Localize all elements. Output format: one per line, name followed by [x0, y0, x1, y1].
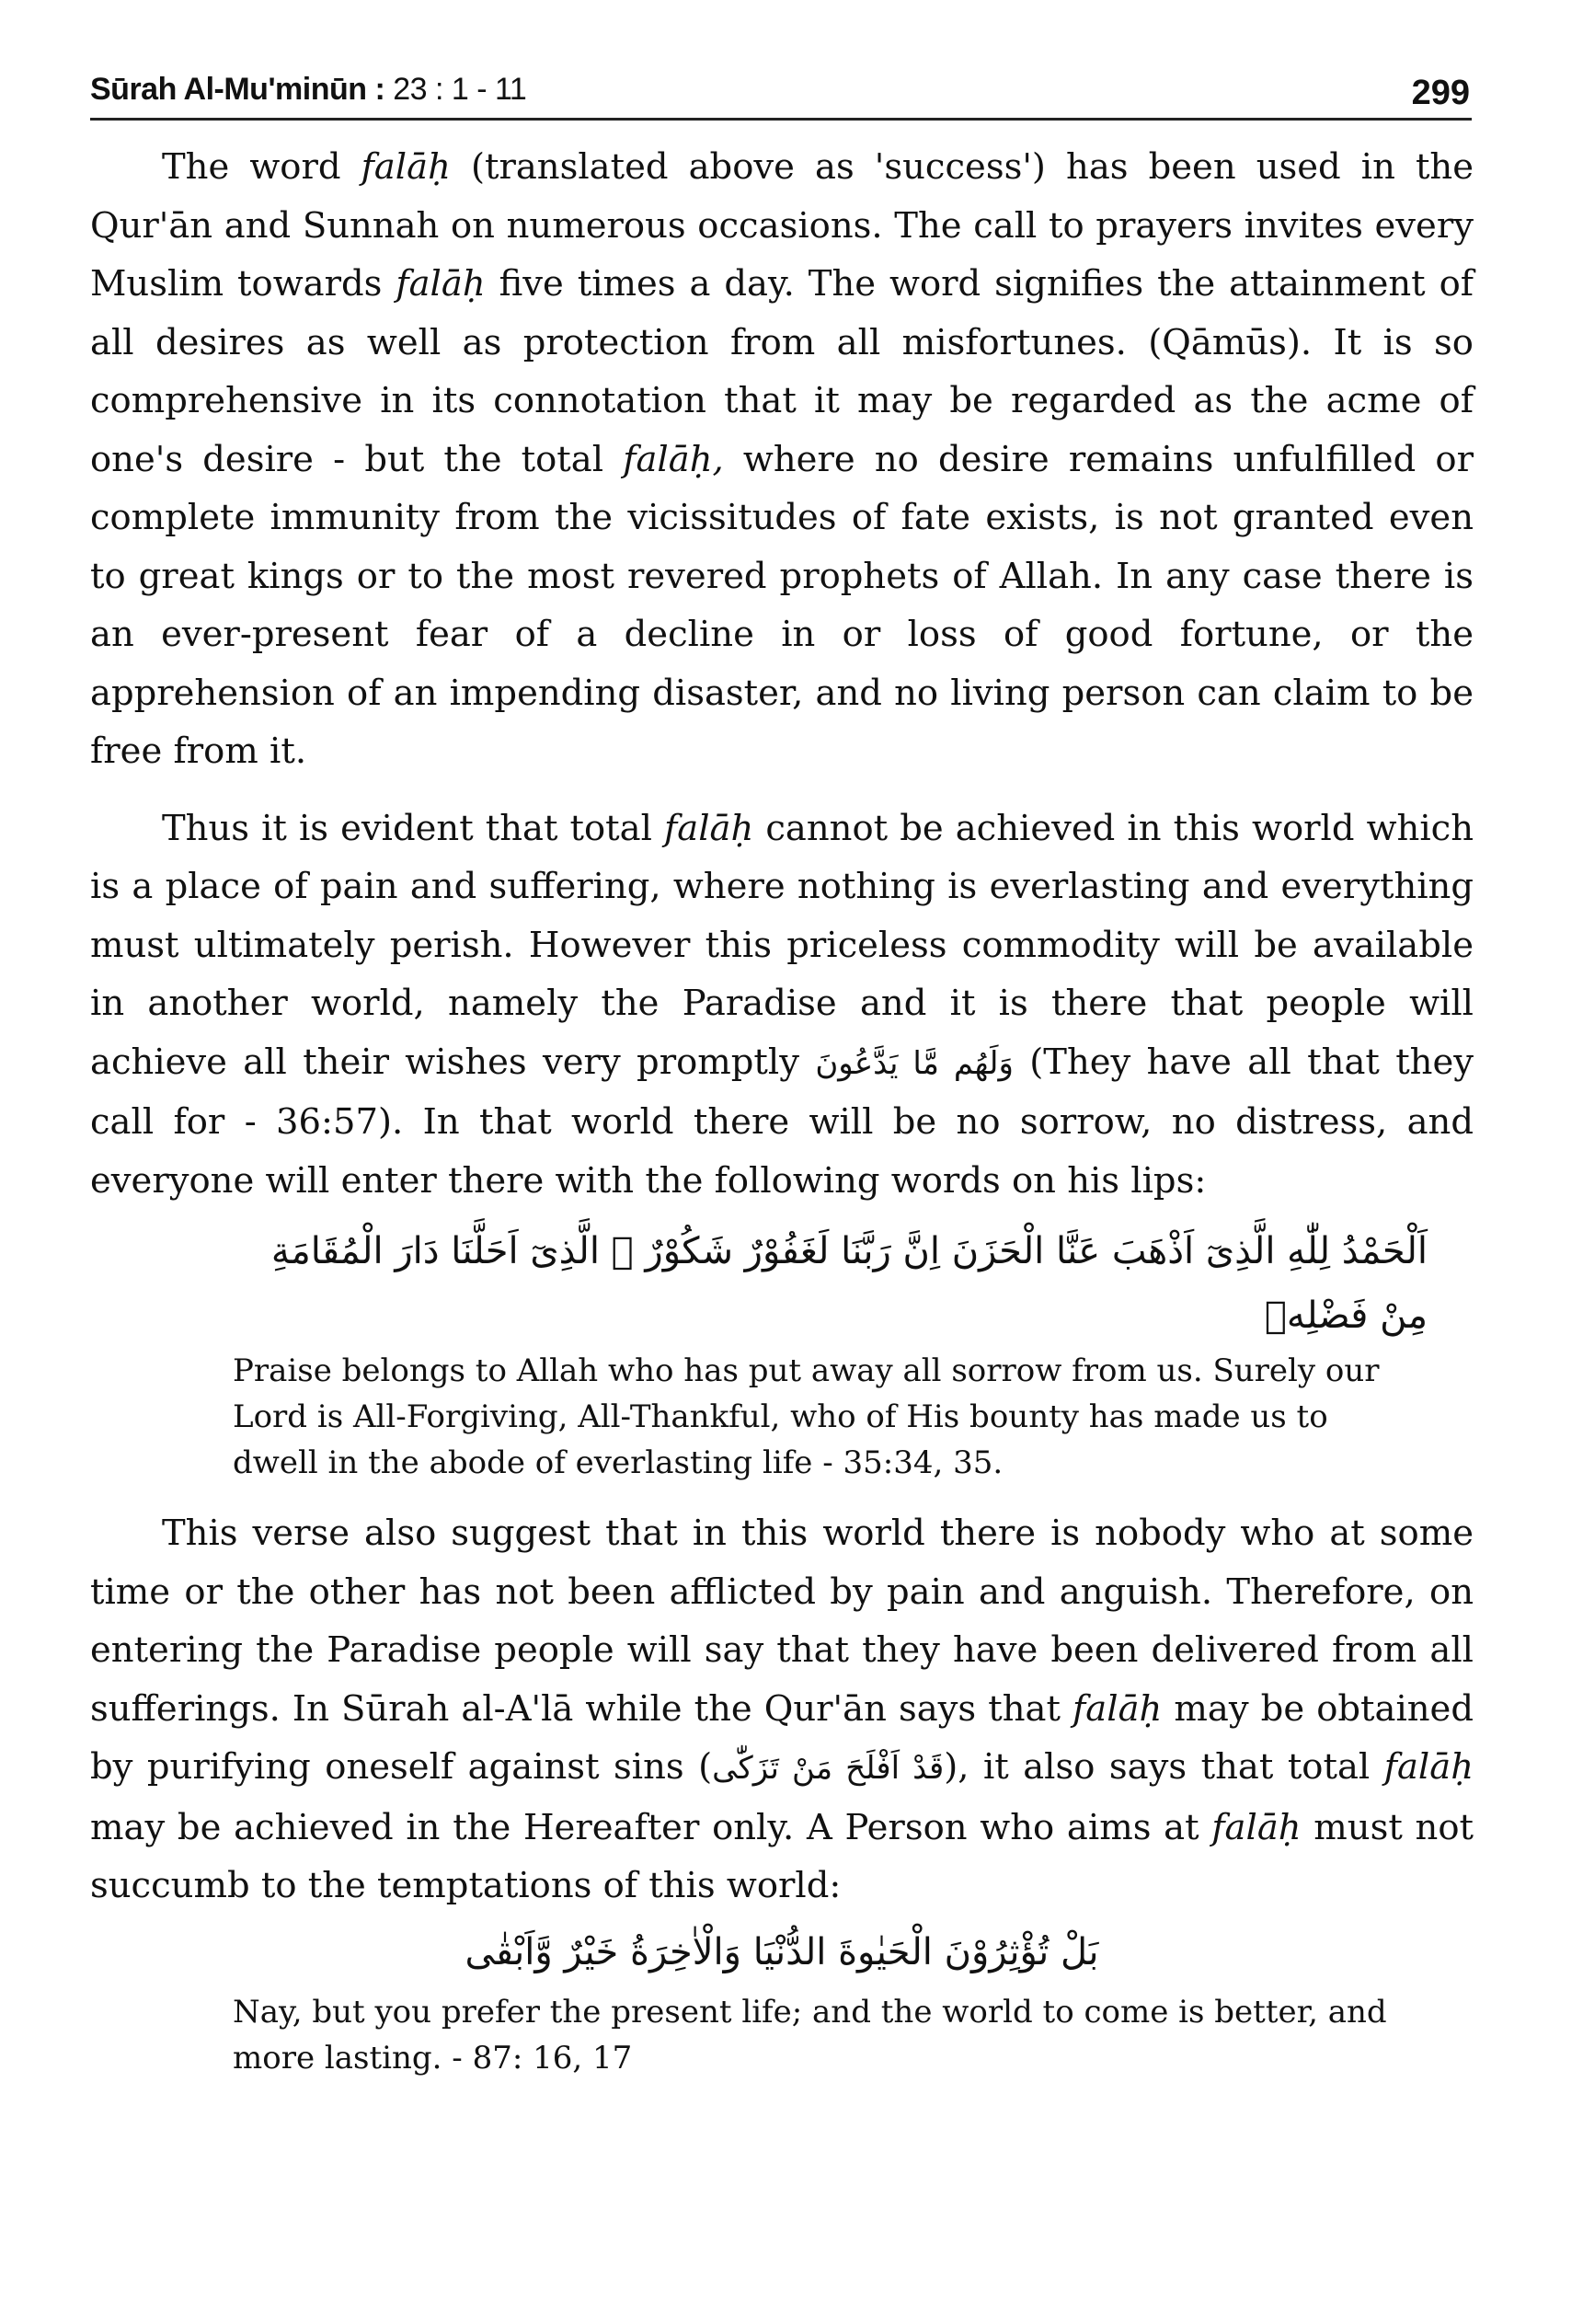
arabic-inline-quote: قَدْ اَفْلَحَ مَنْ تَزَكّٰى — [712, 1750, 945, 1787]
term-falah: falāḥ — [1383, 1746, 1474, 1788]
text-run: (They have all that they call for - 36:57). In that world there will be no sorrow, no distress, and everyone will enter there with the following words on his lips: — [90, 1041, 1474, 1202]
page-number: 299 — [1411, 74, 1470, 112]
paragraph-gap — [90, 781, 1474, 800]
text-run: must not succumb to the temptations of this world: — [90, 1806, 1474, 1906]
text-run: cannot be achieved in this world which is a place of pain and suffering, where nothing is everlasting and everything must ultimately perish. However this priceless commodity will be available in another world, namely the Paradise and it is there that people will achieve all their wishes very promptly — [90, 807, 1474, 1083]
term-falah: falāḥ, — [623, 438, 724, 480]
text-run: Thus it is evident that total — [162, 807, 665, 849]
verse-reference: 23 : 1 - 11 — [393, 72, 527, 107]
text-run: The word — [162, 146, 361, 188]
paragraph-paradise — [90, 800, 1474, 1211]
text-run: ), it also says that total — [944, 1746, 1384, 1788]
term-falah: falāḥ — [361, 146, 451, 188]
paragraph-falah-meaning — [90, 138, 1474, 781]
verse-translation-35-34: Praise belongs to Allah who has put away all sorrow from us. Surely our Lord is All-Forgiving, All-Thankful, who of His bounty has made us to dwell in the abode of everlasting life - 35:34, 35. — [233, 1352, 1380, 1481]
page-body — [90, 138, 1474, 2081]
surah-title: Sūrah Al-Mu'minūn : — [90, 72, 394, 107]
term-falah: falāḥ — [1073, 1687, 1163, 1730]
paragraph-hereafter — [90, 1504, 1474, 1916]
paragraph-gap — [90, 1210, 1474, 1219]
term-falah: falāḥ — [1211, 1806, 1302, 1848]
header-rule — [90, 118, 1472, 121]
text-run: where no desire remains unfulfilled or complete immunity from the vicissitudes of fate exists, is not granted even to great kings or to the most revered prophets of Allah. In any case there is an ever-present fear of a decline in or loss of good fortune, or the apprehension of an impending disaster, and no living person can claim to be free from it. — [90, 438, 1474, 772]
term-falah: falāḥ — [396, 263, 486, 305]
arabic-inline-quote: وَلَهُم مَّا يَدَّعُونَ — [815, 1044, 1014, 1082]
text-run: (translated above as 'success') has been used in the Qur'ān and Sunnah on numerous occasions. The call to prayers invites every Muslim towards — [90, 146, 1474, 305]
term-falah: falāḥ — [664, 807, 754, 849]
text-run: may be achieved in the Hereafter only. A Person who aims at — [90, 1806, 1212, 1848]
arabic-verse-35-34: اَلْحَمْدُ لِلّٰهِ الَّذِىٓ اَذْهَبَ عَنَّا الْحَزَنَ اِنَّ رَبَّنَا لَغَفُوْرٌ شَكُوْرٌ ۙ الَّذِىٓ اَحَلَّنَا دَارَ الْمُقَامَةِ مِنْ فَضْلِهٖ — [270, 1230, 1428, 1337]
verse-translation-87-16: Nay, but you prefer the present life; and the world to come is better, and more lasting. - 87: 16, 17 — [233, 1993, 1387, 2077]
running-title — [90, 72, 526, 108]
text-run: may be obtained by purifying oneself against sins ( — [90, 1687, 1474, 1788]
arabic-verse-87-16: بَلْ تُؤْثِرُوْنَ الْحَيٰوةَ الدُّنْيَا وَالْاٰخِرَةُ خَيْرٌ وَّاَبْقٰى — [465, 1930, 1099, 1973]
text-run: five times a day. The word signifies the attainment of all desires as well as protection from all misfortunes. (Qāmūs). It is so comprehensive in its connotation that it may be regarded as the acme of one's desire - but the total — [90, 263, 1474, 480]
paragraph-gap — [90, 1486, 1474, 1504]
text-run: This verse also suggest that in this world there is nobody who at some time or the other has not been afflicted by pain and anguish. Therefore, on entering the Paradise people will say that they have been delivered from all sufferings. In Sūrah al-A'lā while the Qur'ān says that — [90, 1513, 1474, 1730]
